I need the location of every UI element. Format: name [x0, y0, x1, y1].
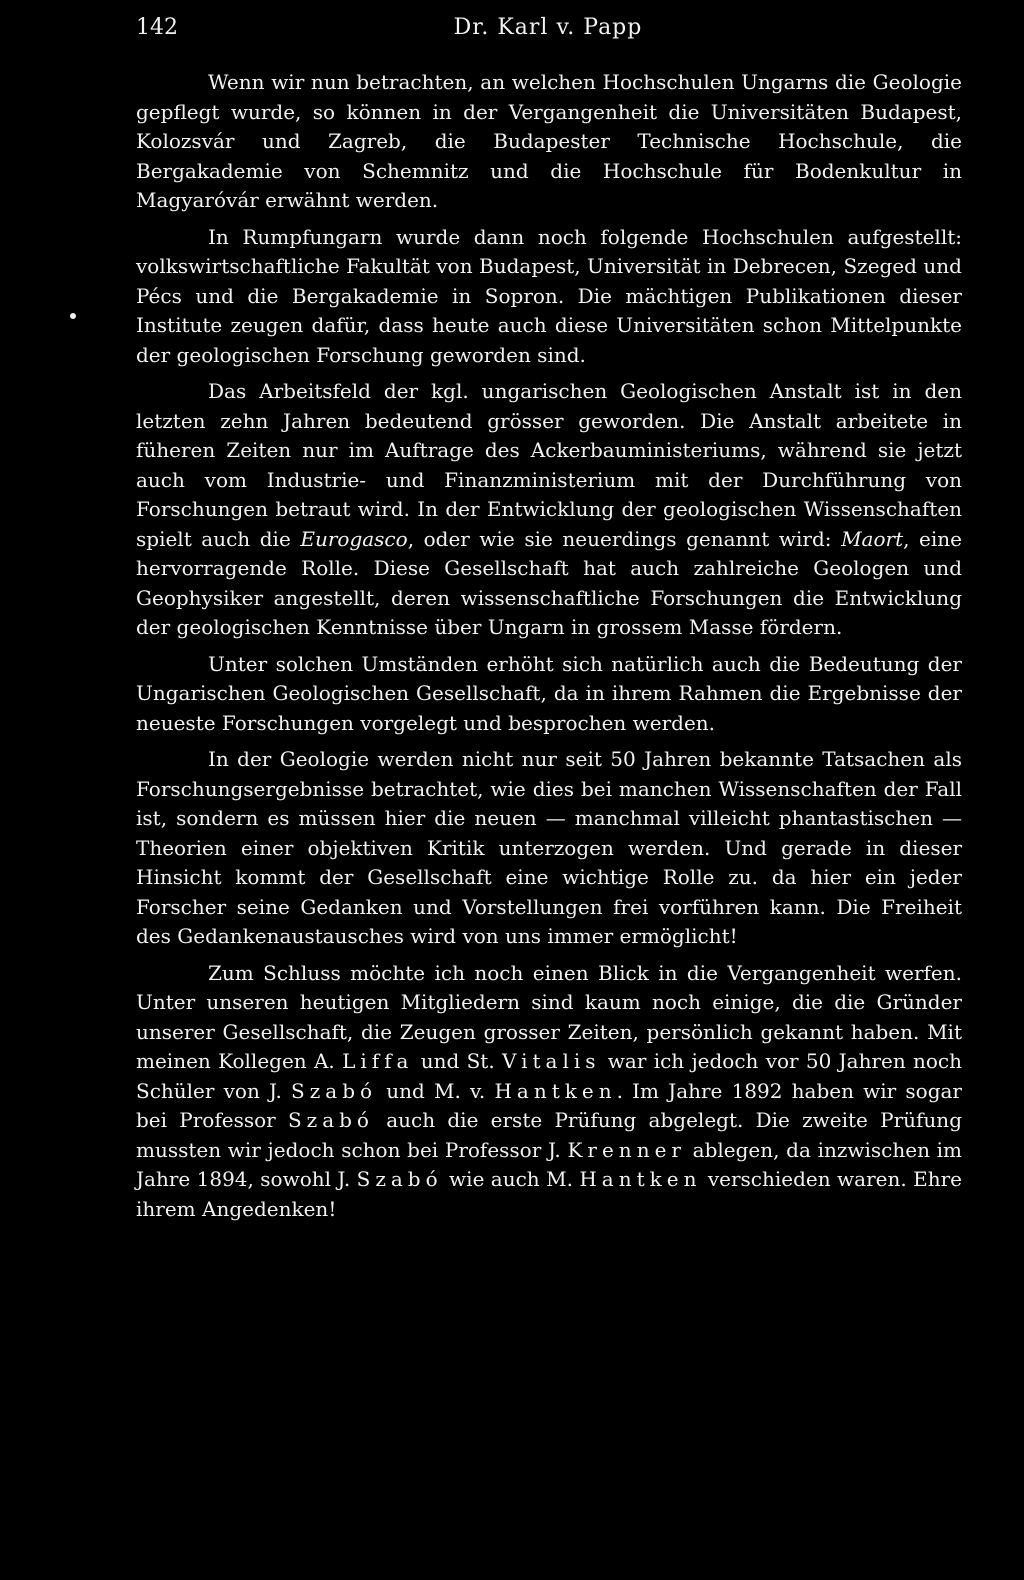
paragraph-1: Wenn wir nun betrachten, an welchen Hochschulen Ungarns die Geologie gepflegt wurde, so können in der Vergangenheit die Universitäten Budapest, Kolozsvár und Zagreb, die Budapester Technische Hochschule, die Bergakademie von Schemnitz und die Hochschule für Bodenkultur in Magyaróvár erwähnt werden.	[136, 70, 962, 212]
person-name: Vitalis	[502, 1049, 601, 1073]
company-name-maort: Maort	[841, 526, 904, 551]
person-name: Szabó	[291, 1078, 378, 1103]
paragraph-4: Unter solchen Umständen erhöht sich natürlich auch die Bedeutung der Ungarischen Geologischen Gesellschaft, da in ihrem Rahmen die Ergebnisse der neueste Forschungen vorgelegt und besprochen werden.	[136, 651, 962, 735]
body-text	[136, 68, 962, 1224]
person-name: Hantken	[579, 1167, 702, 1191]
text-run: und St.	[413, 1049, 502, 1073]
margin-dot	[70, 313, 76, 319]
running-head: Dr. Karl v. Papp	[453, 15, 643, 40]
text-run: verschieden waren. Ehre ihrem Angedenken!	[136, 1167, 962, 1221]
text-run: Das Arbeitsfeld der kgl. ungarischen Geologischen Anstalt ist in den letzten zehn Jahren bedeutend grösser geworden. Die Anstalt arbeitete in füheren Zeiten nur im Auftrage des Ackerbauministeriums, während sie jetzt auch vom Industrie- und Finanzministerium mit der Durchführung von Forschungen betraut wird. In der Entwicklung der geologischen Wissenschaften spielt auch die	[136, 379, 962, 551]
paragraph-3	[136, 377, 962, 643]
page-number: 142	[136, 15, 178, 40]
text-run: . Im Jahre 1892 haben wir sogar bei Professor	[136, 1078, 962, 1132]
paragraph-2: In Rumpfungarn wurde dann noch folgende Hochschulen aufgestellt: volkswirtschaftliche Fakultät von Budapest, Universität in Debrecen, Szeged und Pécs und die Bergakademie in Sopron. Die mächtigen Publikationen dieser Institute zeugen dafür, dass heute auch diese Universitäten schon Mittelpunkte der geologischen Forschung geworden sind.	[136, 224, 962, 367]
paragraph-6	[136, 959, 962, 1225]
person-name: Szabó	[356, 1167, 443, 1191]
text-run: und M. v.	[377, 1078, 495, 1103]
person-name: Hantken	[494, 1078, 617, 1103]
person-name: Szabó	[287, 1108, 374, 1132]
text-run: , eine hervorragende Rolle. Diese Gesellschaft hat auch zahlreiche Geologen und Geophysiker angestellt, deren wissenschaftliche Forschungen die Entwicklung der geologischen Kenntnisse über Ungarn in grossem Masse fördern.	[136, 526, 962, 639]
person-name: Liffa	[342, 1049, 414, 1073]
page-header	[136, 12, 960, 44]
text-run: auch die erste Prüfung abgelegt. Die zweite Prüfung mussten wir jedoch schon bei Professor J.	[136, 1108, 962, 1162]
company-name-eurogasco: Eurogasco	[300, 526, 408, 551]
paragraph-5: In der Geologie werden nicht nur seit 50 Jahren bekannte Tatsachen als Forschungsergebnisse betrachtet, wie dies bei manchen Wissenschaften der Fall ist, sondern es müssen hier die neuen — manchmal villeicht phantastischen — Theorien einer objektiven Kritik unterzogen werden. Und gerade in dieser Hinsicht kommt der Gesellschaft eine wichtige Rolle zu. da hier ein jeder Forscher seine Gedanken und Vorstellungen frei vorführen kann. Die Freiheit des Gedankenaustausches wird von uns immer ermöglicht!	[136, 747, 962, 948]
person-name: Krenner	[567, 1137, 686, 1162]
text-run: wie auch M.	[442, 1167, 580, 1191]
text-run: war ich jedoch vor 50 Jahren noch Schüler von J.	[136, 1049, 963, 1103]
text-run: Zum Schluss möchte ich noch einen Blick in die Vergangenheit werfen. Unter unseren heutigen Mitgliedern sind kaum noch einige, die die Gründer unserer Gesellschaft, die Zeugen grosser Zeiten, persönlich gekannt haben. Mit meinen Kollegen A.	[136, 960, 962, 1073]
text-run: ablegen, da inzwischen im Jahre 1894, sowohl J.	[136, 1137, 962, 1191]
text-run: , oder wie sie neuerdings genannt wird:	[407, 526, 842, 551]
